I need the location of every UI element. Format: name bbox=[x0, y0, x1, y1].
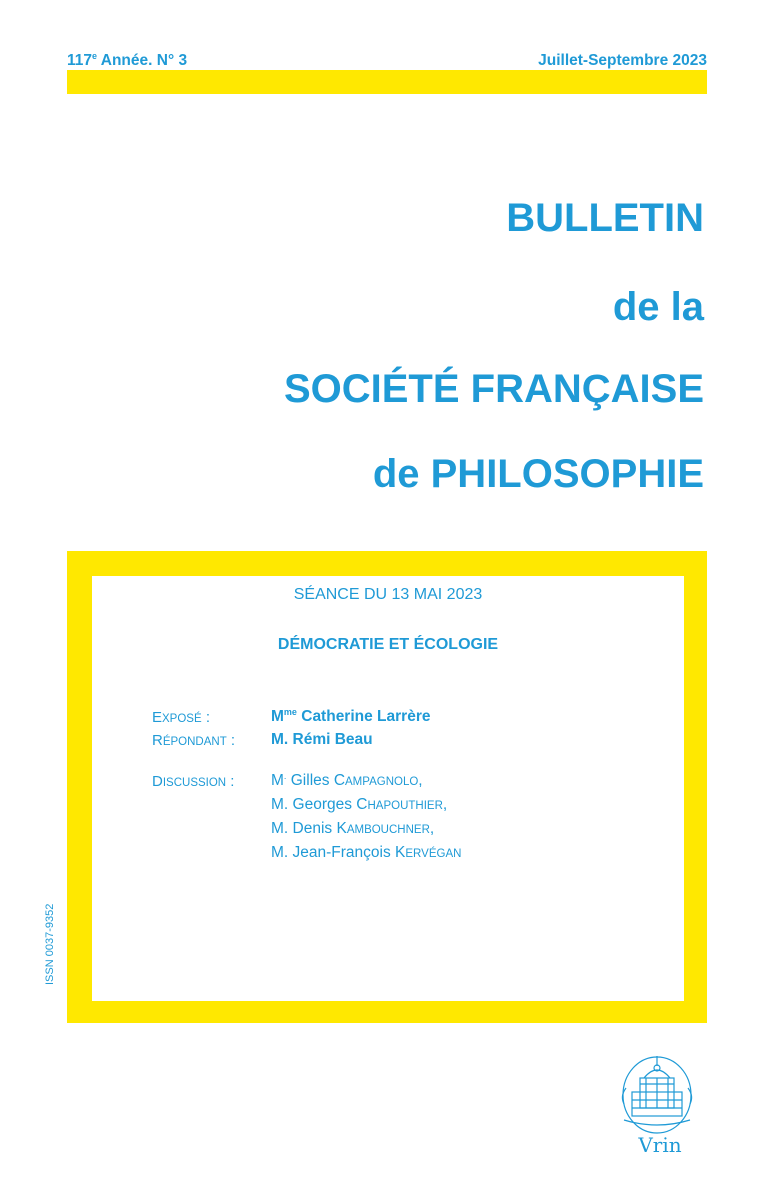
publisher-logo-icon bbox=[614, 1048, 700, 1138]
expose-speaker: $M^{me}$ Catherine Larrère bbox=[271, 706, 431, 725]
top-yellow-bar bbox=[67, 70, 707, 94]
title-line-3: SOCIÉTÉ FRANÇAISE bbox=[283, 367, 704, 411]
issue-period: Juillet-Septembre 2023 bbox=[538, 52, 707, 69]
issue-header bbox=[67, 52, 707, 70]
session-date: SÉANCE DU 13 MAI 2023 bbox=[293, 586, 483, 603]
session-theme: DÉMOCRATIE ET ÉCOLOGIE bbox=[277, 636, 499, 653]
discussion-participant: M. Jean-François KERVÉGAN bbox=[271, 844, 462, 861]
discussion-label: DISCUSSION : bbox=[152, 773, 235, 790]
discussion-participant: M. Denis KAMBOUCHNER, bbox=[271, 820, 435, 837]
publisher-name: Vrin bbox=[638, 1133, 682, 1157]
repondant-label: RÉPONDANT : bbox=[152, 732, 236, 749]
discussion-participant: M. Gilles CAMPAGNOLO, bbox=[271, 770, 423, 789]
title-line-4: de PHILOSOPHIE bbox=[372, 452, 704, 496]
expose-label: EXPOSÉ : bbox=[152, 709, 210, 726]
issue-number: 117e Année. N° 3 bbox=[67, 50, 188, 69]
issn-number: ISSN 0037-9352 bbox=[44, 903, 56, 985]
repondant-speaker: M. Rémi Beau bbox=[271, 731, 373, 748]
title-line-1: BULLETIN bbox=[506, 196, 704, 240]
title-line-2: de la bbox=[612, 285, 704, 329]
discussion-participant: M. Georges CHAPOUTHIER, bbox=[271, 796, 448, 813]
